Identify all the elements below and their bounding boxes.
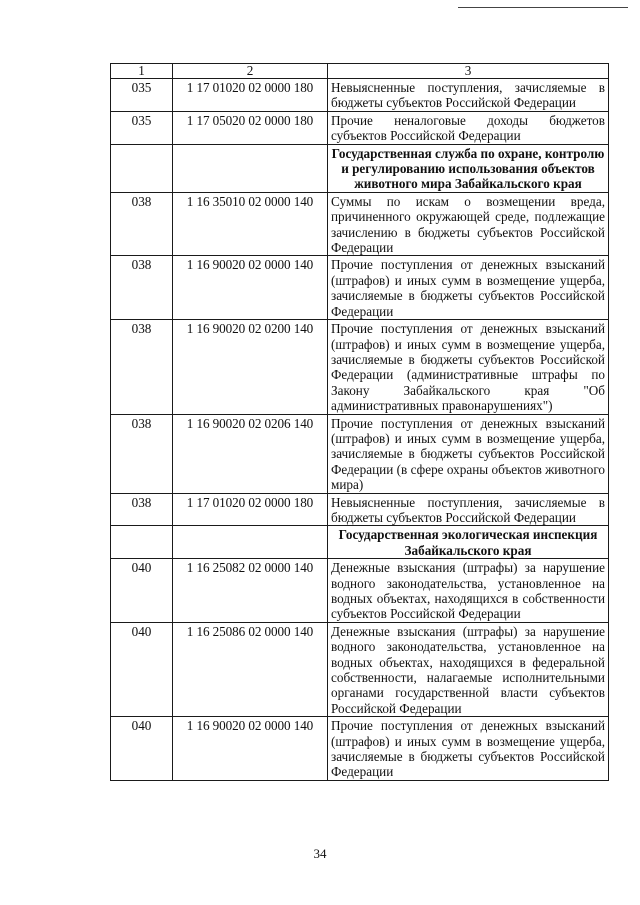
- revenue-codes-table: [110, 63, 609, 781]
- admin-code-cell: [111, 526, 173, 559]
- admin-code-cell: 035: [111, 79, 173, 112]
- table-row: [111, 493, 609, 526]
- revenue-code-cell: [173, 144, 328, 192]
- revenue-code-cell: 1 17 01020 02 0000 180: [173, 493, 328, 526]
- admin-code-cell: 038: [111, 256, 173, 320]
- column-number-1: 1: [111, 64, 173, 79]
- revenue-code-cell: 1 17 05020 02 0000 180: [173, 111, 328, 144]
- revenue-code-cell: 1 16 25082 02 0000 140: [173, 559, 328, 623]
- section-header-row: [111, 526, 609, 559]
- revenue-name-cell: Прочие поступления от денежных взысканий (штрафов) и иных сумм в возмещение ущерба, зачисляемые в бюджеты субъектов Российской Федерации (в сфере охраны объектов животного мира): [328, 414, 609, 493]
- section-title: Государственная служба по охране, контролю и регулированию использования объектов животного мира Забайкальского края: [328, 144, 609, 192]
- admin-code-cell: 038: [111, 414, 173, 493]
- revenue-name-cell: Прочие поступления от денежных взысканий (штрафов) и иных сумм в возмещение ущерба, зачисляемые в бюджеты субъектов Российской Федерации (административные штрафы по Закону Забайкальского края "Об административных правонарушениях"): [328, 320, 609, 414]
- column-number-3: 3: [328, 64, 609, 79]
- admin-code-cell: 040: [111, 622, 173, 716]
- admin-code-cell: 038: [111, 493, 173, 526]
- revenue-name-cell: Невыясненные поступления, зачисляемые в бюджеты субъектов Российской Федерации: [328, 79, 609, 112]
- header-rule: [458, 7, 628, 8]
- admin-code-cell: 040: [111, 717, 173, 781]
- column-number-row: [111, 64, 609, 79]
- revenue-name-cell: Прочие поступления от денежных взысканий (штрафов) и иных сумм в возмещение ущерба, зачисляемые в бюджеты субъектов Российской Федерации: [328, 717, 609, 781]
- admin-code-cell: 038: [111, 192, 173, 256]
- revenue-code-cell: 1 17 01020 02 0000 180: [173, 79, 328, 112]
- revenue-code-cell: 1 16 90020 02 0000 140: [173, 717, 328, 781]
- table-row: [111, 717, 609, 781]
- revenue-name-cell: Прочие поступления от денежных взысканий (штрафов) и иных сумм в возмещение ущерба, зачисляемые в бюджеты субъектов Российской Федерации: [328, 256, 609, 320]
- revenue-name-cell: Невыясненные поступления, зачисляемые в бюджеты субъектов Российской Федерации: [328, 493, 609, 526]
- section-title: Государственная экологическая инспекция Забайкальского края: [328, 526, 609, 559]
- table-row: [111, 559, 609, 623]
- table-row: [111, 256, 609, 320]
- table-row: [111, 111, 609, 144]
- table-row: [111, 320, 609, 414]
- revenue-name-cell: Денежные взыскания (штрафы) за нарушение водного законодательства, установленное на водных объектах, находящихся в федеральной собственности, налагаемые исполнительными органами государственной власти субъектов Российской Федерации: [328, 622, 609, 716]
- revenue-code-cell: 1 16 90020 02 0000 140: [173, 256, 328, 320]
- table-row: [111, 79, 609, 112]
- column-number-2: 2: [173, 64, 328, 79]
- table-row: [111, 414, 609, 493]
- admin-code-cell: 038: [111, 320, 173, 414]
- table-body: [111, 64, 609, 781]
- revenue-code-cell: 1 16 25086 02 0000 140: [173, 622, 328, 716]
- admin-code-cell: 040: [111, 559, 173, 623]
- revenue-code-cell: [173, 526, 328, 559]
- revenue-name-cell: Денежные взыскания (штрафы) за нарушение водного законодательства, установленное на водных объектах, находящихся в собственности субъектов Российской Федерации: [328, 559, 609, 623]
- admin-code-cell: [111, 144, 173, 192]
- revenue-name-cell: Прочие неналоговые доходы бюджетов субъектов Российской Федерации: [328, 111, 609, 144]
- revenue-code-cell: 1 16 35010 02 0000 140: [173, 192, 328, 256]
- table-row: [111, 622, 609, 716]
- admin-code-cell: 035: [111, 111, 173, 144]
- revenue-code-cell: 1 16 90020 02 0200 140: [173, 320, 328, 414]
- section-header-row: [111, 144, 609, 192]
- revenue-name-cell: Суммы по искам о возмещении вреда, причиненного окружающей среде, подлежащие зачислению в бюджеты субъектов Российской Федерации: [328, 192, 609, 256]
- revenue-code-cell: 1 16 90020 02 0206 140: [173, 414, 328, 493]
- page-number: 34: [313, 846, 327, 861]
- table-row: [111, 192, 609, 256]
